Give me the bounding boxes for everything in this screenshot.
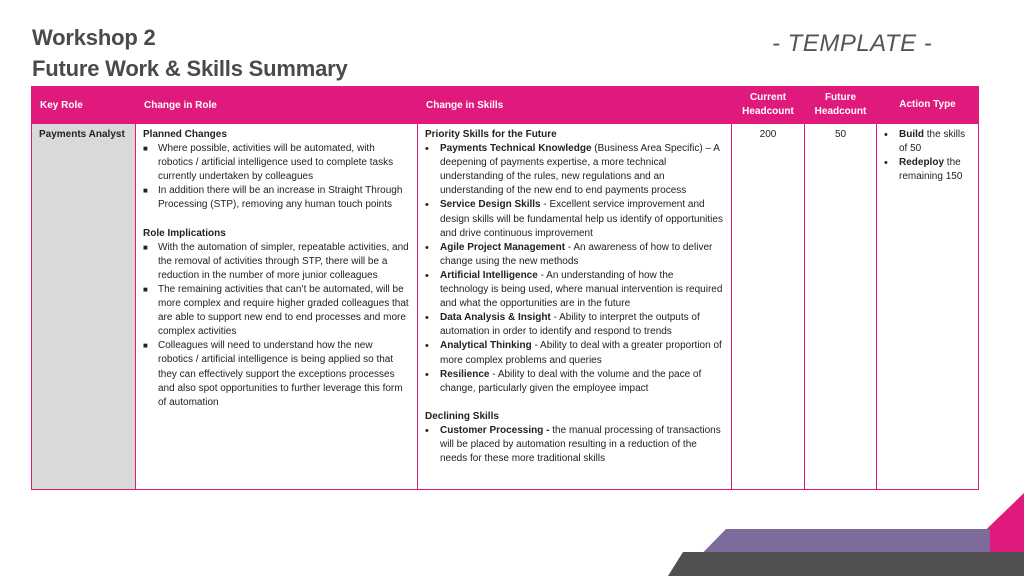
skill-name: Resilience [440, 368, 490, 380]
bullet-icon: • [884, 129, 888, 141]
skill-name: Artificial Intelligence [440, 269, 538, 281]
list-item-text: In addition there will be an increase in Straight Through Processing (STP), removing any human touch points [158, 185, 403, 211]
key-role-cell: Payments Analyst [32, 124, 136, 490]
skill-description: - Ability to deal with the volume and the pace of change, particularly given the employee impact [440, 368, 702, 394]
skill-description: (Business Area Specific) – A deepening of payments expertise, a more technical understanding of the rules, new regulations and an understanding of the new end to end payments process [440, 143, 720, 197]
bullet-icon: • [425, 241, 429, 254]
col-current-headcount-line1: Current [749, 92, 787, 103]
col-change-in-skills: Change in Skills [418, 87, 732, 124]
skill-description: - An awareness of how to deliver change using the new methods [440, 241, 713, 267]
bullet-icon: • [425, 143, 429, 156]
future-headcount-cell: 50 [805, 124, 877, 490]
square-bullet-icon: ■ [143, 242, 148, 252]
square-bullet-icon: ■ [143, 144, 148, 154]
skill-description: - An understanding of how the technology is being used, where manual intervention is required and what the opportunities are in the future [440, 269, 723, 310]
list-item-text: Colleagues will need to understand how the new robotics / artificial intelligence is being applied so that they can effectively support the exceptions processes and also spot opportunities to further leverage this form of automation [158, 340, 403, 408]
col-change-in-role: Change in Role [136, 87, 418, 124]
title-line-1: Workshop 2 [32, 25, 156, 50]
dark-band-shape [668, 552, 1024, 576]
skill-name: Agile Project Management [440, 241, 566, 253]
square-bullet-icon: ■ [143, 341, 148, 351]
template-label: - TEMPLATE - [772, 30, 933, 57]
list-item-text: Where possible, activities will be automated, with robotics / artificial intelligence used to complete tasks currently undertaken by colleagues [158, 143, 394, 183]
declining-skills-heading: Declining Skills [425, 410, 499, 422]
square-bullet-icon: ■ [143, 284, 148, 294]
bullet-icon: • [884, 157, 888, 170]
title-line-2: Future Work & Skills Summary [32, 56, 348, 81]
bullet-icon: • [425, 424, 429, 437]
skill-name: Data Analysis & Insight [440, 312, 551, 324]
planned-changes-heading: Planned Changes [143, 129, 227, 140]
bullet-icon: • [425, 312, 429, 325]
current-headcount-cell: 200 [732, 124, 805, 490]
action-description: the skills of 50 [899, 129, 966, 155]
skill-name: Analytical Thinking [440, 340, 532, 352]
skill-description: - Excellent service improvement and design skills will be fundamental help us identify of opportunities and drive continuous improvement [440, 199, 723, 239]
list-item-text: The remaining activities that can’t be automated, will be more complex and require higher graded colleagues that are able to support new end to end processes and more complex activities [158, 283, 409, 338]
bullet-icon: • [425, 269, 429, 282]
col-key-role: Key Role [32, 87, 136, 124]
skill-name: Service Design Skills [440, 199, 541, 211]
action-name: Build [899, 129, 924, 140]
skill-name: Payments Technical Knowledge [440, 143, 592, 155]
role-implications-heading: Role Implications [143, 227, 226, 239]
skill-description: the manual processing of transactions will be placed by automation resulting in a reduction of the needs for these more traditional skills [440, 424, 721, 465]
col-current-headcount-line2: Headcount [742, 106, 794, 117]
col-future-headcount-line1: Future [824, 92, 857, 103]
square-bullet-icon: ■ [143, 186, 148, 196]
action-name: Redeploy [899, 157, 945, 169]
priority-skills-heading: Priority Skills for the Future [425, 129, 557, 140]
bullet-icon: • [425, 340, 429, 353]
col-future-headcount-line2: Headcount [814, 106, 867, 117]
col-action-type: Action Type [877, 87, 979, 124]
skill-description: - Ability to deal with a greater proportion of more complex problems and queries [440, 340, 722, 366]
skill-name: Customer Processing - [440, 424, 550, 436]
bullet-icon: • [425, 199, 429, 212]
bullet-icon: • [425, 368, 429, 381]
skill-description: - Ability to interpret the outputs of automation in order to identify and respond to trends [440, 312, 700, 338]
list-item-text: With the automation of simpler, repeatable activities, and the removal of activities through STP, there will be a reduction in the number of more junior colleagues [158, 241, 409, 281]
action-description: the remaining 150 [899, 157, 963, 183]
